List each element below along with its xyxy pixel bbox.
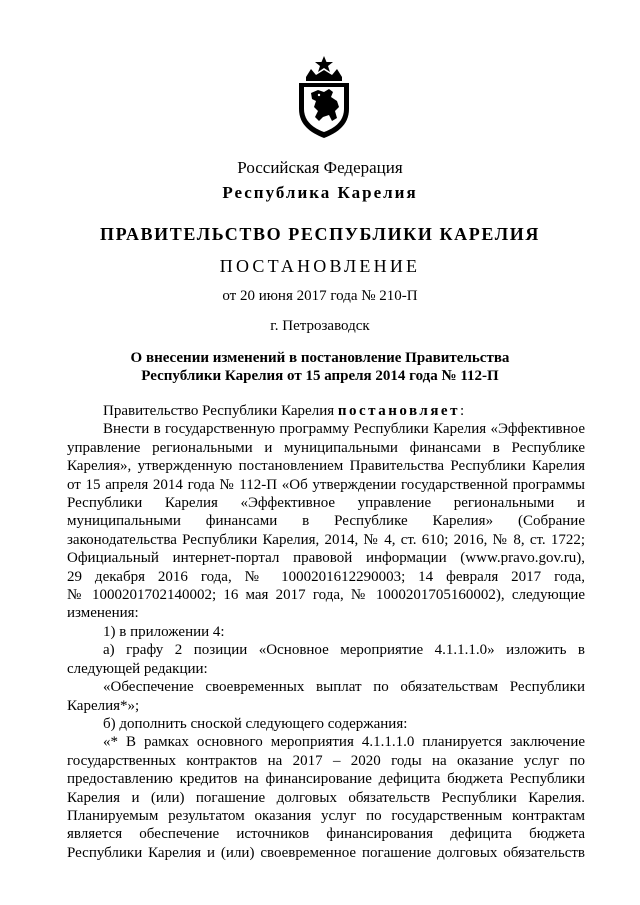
karelia-coat-of-arms-icon bbox=[293, 55, 355, 139]
document-body bbox=[67, 402, 585, 862]
body-line: Официальный интернет-портал правовой информации (www.pravo.gov.ru), bbox=[67, 550, 585, 567]
body-line: Карелия и (или) погашение долговых обязательств Республики Карелия. bbox=[67, 789, 585, 806]
federation-label: Российская Федерация bbox=[237, 158, 403, 177]
body-line: а) графу 2 позиции «Основное мероприятие 4.1.1.1.0» изложить в bbox=[103, 642, 585, 659]
government-title: ПРАВИТЕЛЬСТВО РЕСПУБЛИКИ КАРЕЛИЯ bbox=[100, 224, 540, 244]
document-type-title: ПОСТАНОВЛЕНИЕ bbox=[219, 256, 421, 276]
body-line: от 15 апреля 2014 года № 112-П «Об утверждении государственной программы bbox=[67, 476, 585, 493]
body-line: муниципальными финансами в Республике Карелия» (Собрание bbox=[67, 513, 585, 530]
subject-line: Республики Карелия от 15 апреля 2014 года № 112-П bbox=[141, 368, 499, 384]
body-line: «Обеспечение своевременных выплат по обязательствам Республики bbox=[103, 679, 585, 696]
decree-preamble bbox=[67, 402, 585, 420]
subject-line: О внесении изменений в постановление Правительства bbox=[130, 350, 510, 366]
body-line: предоставлению кредитов на финансирование дефицита бюджета Республики bbox=[67, 771, 585, 788]
city-label: г. Петрозаводск bbox=[270, 318, 370, 334]
document-subject bbox=[100, 349, 540, 385]
body-line: следующей редакции: bbox=[67, 660, 208, 677]
body-line: 1) в приложении 4: bbox=[103, 623, 225, 640]
body-line: государственных контрактов на 2017 – 2020 годы на оказание услуг по bbox=[67, 752, 585, 769]
body-line: Карелия», утвержденную постановлением Правительства Республики Карелия bbox=[67, 458, 585, 475]
republic-label: Республика Карелия bbox=[222, 183, 418, 202]
body-line: изменения: bbox=[67, 605, 139, 622]
preamble-text: Правительство Республики Карелия bbox=[103, 403, 338, 419]
body-line: Карелия*»; bbox=[67, 697, 140, 714]
body-line: является обеспечение источников финансирования дефицита бюджета bbox=[67, 826, 585, 843]
body-line: Планируемым результатом оказания услуг по государственным контрактам bbox=[67, 807, 585, 824]
body-line: Внести в государственную программу Республики Карелия «Эффективное bbox=[103, 421, 585, 438]
body-line: № 1000201702140002; 16 мая 2017 года, № 1000201705160002), следующие bbox=[67, 587, 585, 604]
body-line: 29 декабря 2016 года, № 1000201612290003; 14 февраля 2017 года, bbox=[67, 568, 585, 585]
date-and-number: от 20 июня 2017 года № 210-П bbox=[222, 288, 418, 304]
preamble-colon: : bbox=[459, 403, 465, 419]
body-line: «* В рамках основного мероприятия 4.1.1.1.0 планируется заключение bbox=[103, 734, 585, 751]
decree-keyword: постановляет bbox=[337, 403, 460, 419]
body-line: Республики Карелия «Эффективное управление региональными и bbox=[67, 495, 585, 512]
body-line: управление региональными и муниципальными финансами в Республике bbox=[67, 439, 585, 456]
body-line: законодательства Республики Карелия, 2014, № 4, ст. 610; 2016, № 8, ст. 1722; bbox=[67, 531, 585, 548]
body-line: б) дополнить сноской следующего содержания: bbox=[103, 715, 408, 732]
body-line: Республики Карелия и (или) своевременное погашение долговых обязательств bbox=[67, 844, 585, 861]
